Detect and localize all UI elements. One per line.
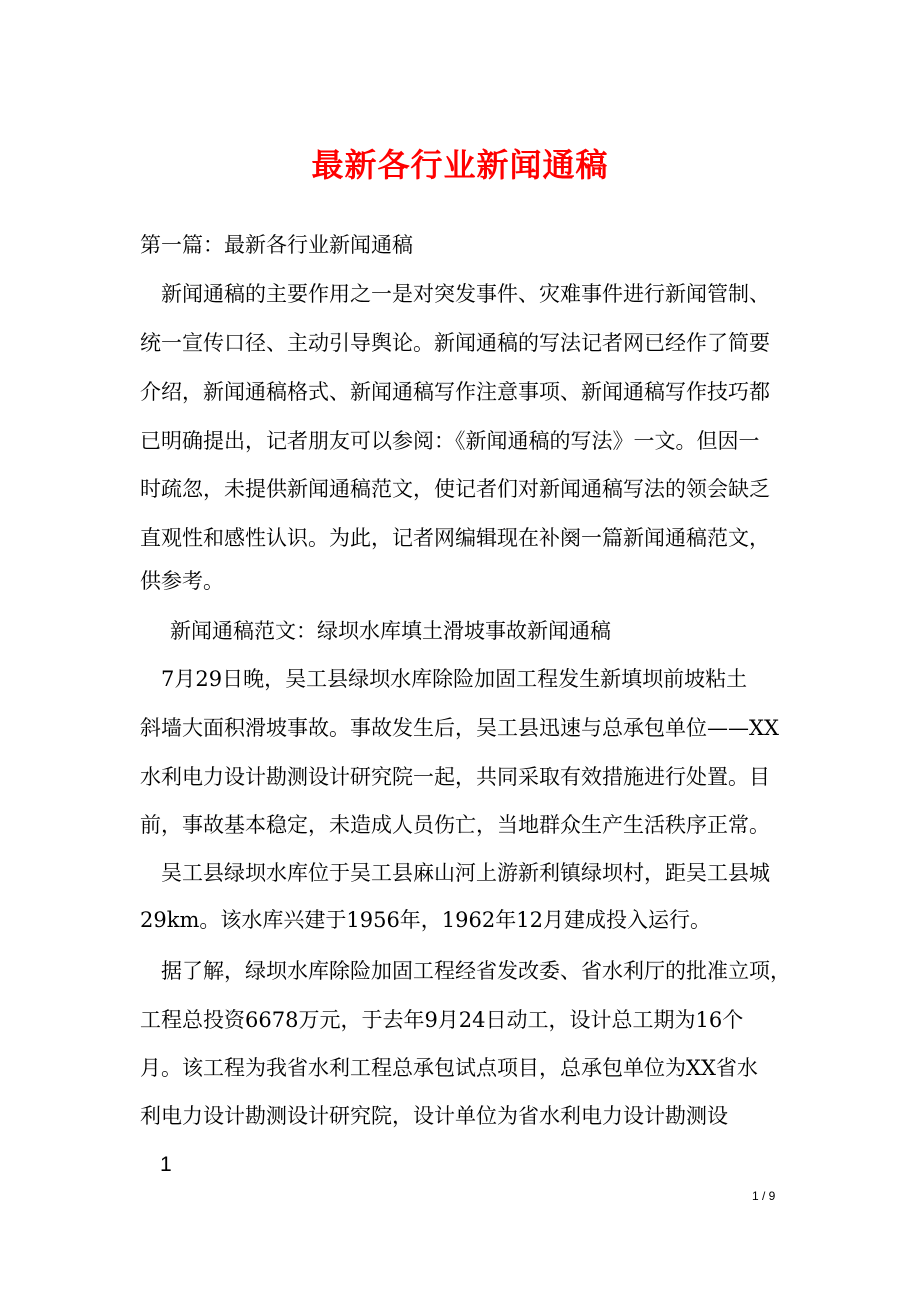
- page-footer: 1 / 9: [752, 1189, 776, 1203]
- paragraph-line: 前，事故基本稳定，未造成人员伤亡，当地群众生产生活秩序正常。: [140, 813, 770, 837]
- paragraph-line: 时疏忽，未提供新闻通稿范文，使记者们对新闻通稿写法的领会缺乏: [140, 477, 770, 501]
- paragraph-line: 7月29日晚，吴工县绿坝水库除险加固工程发生新填坝前坡粘土: [161, 667, 748, 691]
- sample-heading: 新闻通稿范文：绿坝水库填土滑坡事故新闻通稿: [170, 619, 611, 643]
- paragraph-line: 工程总投资6678万元，于去年9月24日动工，设计总工期为16个: [140, 1008, 744, 1032]
- paragraph-line: 斜墙大面积滑坡事故。事故发生后，吴工县迅速与总承包单位——XX: [140, 716, 779, 740]
- chapter-heading: 第一篇：最新各行业新闻通稿: [140, 233, 413, 257]
- paragraph-line: 介绍，新闻通稿格式、新闻通稿写作注意事项、新闻通稿写作技巧都: [140, 380, 770, 404]
- paragraph-line: 直观性和感性认识。为此，记者网编辑现在补阕一篇新闻通稿范文，: [140, 526, 770, 550]
- paragraph-line: 供参考。: [140, 569, 224, 593]
- paragraph-line: 据了解，绿坝水库除险加固工程经省发改委、省水利厅的批准立项，: [161, 959, 791, 983]
- paragraph-line: 月。该工程为我省水利工程总承包试点项目，总承包单位为XX省水: [140, 1056, 758, 1080]
- paragraph-line: 新闻通稿的主要作用之一是对突发事件、灾难事件进行新闻管制、: [161, 282, 770, 306]
- paragraph-line: 统一宣传口径、主动引导舆论。新闻通稿的写法记者网已经作了简要: [140, 331, 770, 355]
- body-page-number: 1: [160, 1153, 172, 1176]
- paragraph-line: 吴工县绿坝水库位于吴工县麻山河上游新利镇绿坝村，距吴工县城: [161, 861, 770, 885]
- paragraph-line: 利电力设计勘测设计研究院，设计单位为省水利电力设计勘测设: [140, 1104, 728, 1128]
- paragraph-line: 已明确提出，记者朋友可以参阅：《新闻通稿的写法》一文。但因一: [140, 429, 760, 453]
- document-title: 最新各行业新闻通稿: [311, 146, 609, 184]
- paragraph-line: 29km。该水库兴建于1956年，1962年12月建成投入运行。: [140, 908, 711, 932]
- paragraph-line: 水利电力设计勘测设计研究院一起，共同采取有效措施进行处置。目: [140, 765, 770, 789]
